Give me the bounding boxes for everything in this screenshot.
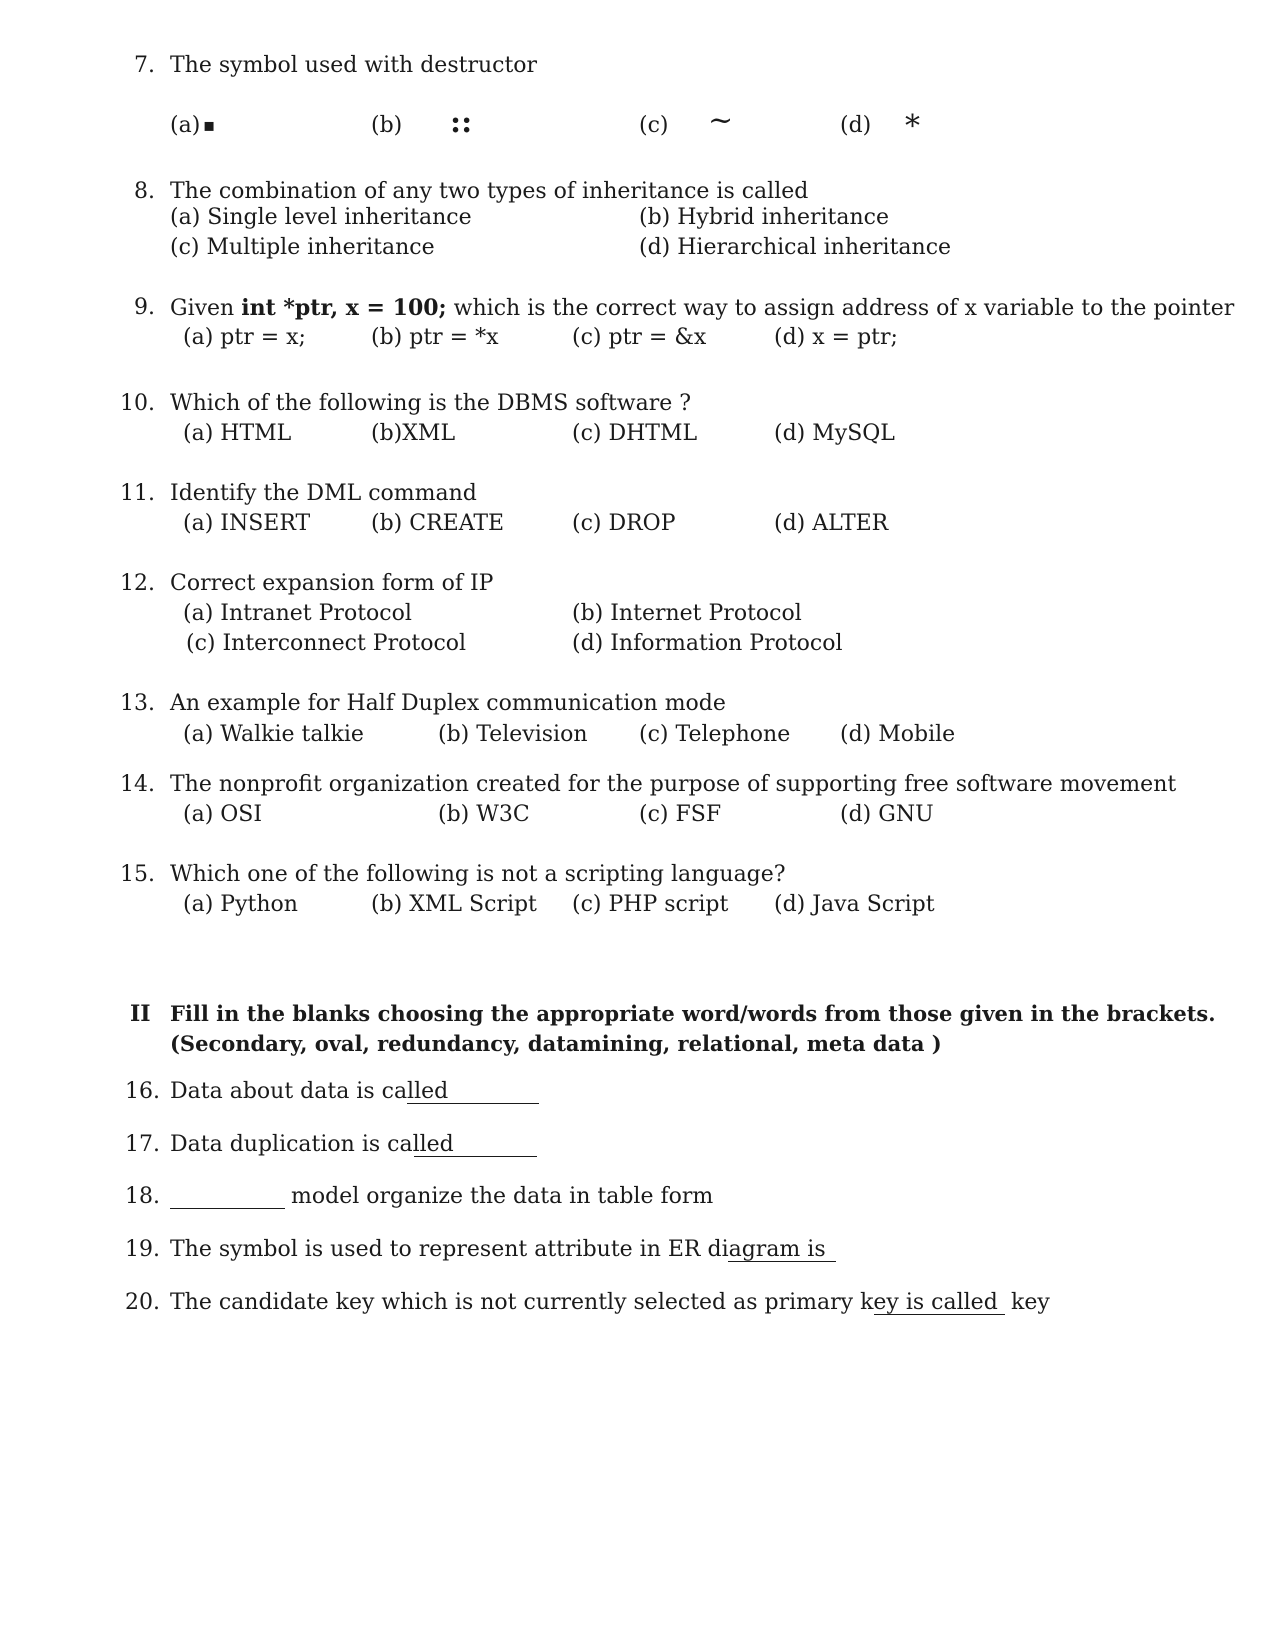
q11-option-b: (b) CREATE (371, 511, 505, 536)
q7-option-c-symbol: ~ (708, 103, 734, 138)
q20-text: The candidate key which is not currently selected as primary key is called (170, 1290, 998, 1315)
q13-option-a: (a) Walkie talkie (183, 722, 364, 747)
q17-number: 17. (125, 1132, 160, 1157)
q15-option-d: (d) Java Script (774, 892, 935, 917)
q9-text-pre: Given (170, 296, 242, 321)
q7-option-d-label: (d) (840, 113, 872, 138)
q14-text: The nonprofit organization created for the purpose of supporting free software movement (170, 772, 1177, 797)
q8-option-a: (a) Single level inheritance (170, 205, 472, 230)
q9-code: int *ptr, x = 100; (241, 295, 447, 321)
q8-option-c: (c) Multiple inheritance (170, 235, 435, 260)
q11-option-d: (d) ALTER (774, 511, 889, 536)
q17-blank (414, 1136, 537, 1157)
q14-number: 14. (120, 772, 155, 797)
q20-number: 20. (125, 1290, 160, 1315)
q15-option-a: (a) Python (183, 892, 298, 917)
q13-option-c: (c) Telephone (639, 722, 791, 747)
q13-number: 13. (120, 691, 155, 716)
q20-suffix: key (1011, 1290, 1050, 1315)
q7-option-c-label: (c) (639, 113, 669, 138)
q9-option-b: (b) ptr = *x (371, 325, 499, 350)
q8-number: 8. (134, 179, 155, 204)
q17-text: Data duplication is called (170, 1132, 454, 1157)
q19-number: 19. (125, 1237, 160, 1262)
q11-text: Identify the DML command (170, 481, 477, 506)
q14-option-d: (d) GNU (840, 802, 934, 827)
q20-blank (874, 1294, 1005, 1315)
q8-option-b: (b) Hybrid inheritance (639, 205, 889, 230)
q15-text: Which one of the following is not a scripting language? (170, 862, 786, 887)
q10-option-c: (c) DHTML (572, 421, 698, 446)
q15-option-b: (b) XML Script (371, 892, 537, 917)
q18-number: 18. (125, 1184, 160, 1209)
q15-option-c: (c) PHP script (572, 892, 729, 917)
q8-option-d: (d) Hierarchical inheritance (639, 235, 952, 260)
q10-option-b: (b)XML (371, 421, 456, 446)
q12-number: 12. (120, 571, 155, 596)
q8-text: The combination of any two types of inheritance is called (170, 179, 809, 204)
q10-option-d: (d) MySQL (774, 421, 895, 446)
q14-option-c: (c) FSF (639, 802, 722, 827)
q11-option-c: (c) DROP (572, 511, 676, 536)
q9-number: 9. (134, 295, 155, 320)
q9-option-a: (a) ptr = x; (183, 325, 306, 350)
q10-number: 10. (120, 391, 155, 416)
q9-text-post: which is the correct way to assign address of x variable to the pointer (446, 296, 1235, 321)
q7-option-a-label: (a) (170, 113, 201, 138)
q9-text (170, 294, 1234, 323)
q7-option-a-symbol: ▪ (203, 115, 216, 136)
q11-option-a: (a) INSERT (183, 511, 311, 536)
q7-option-b-label: (b) (371, 113, 403, 138)
q9-option-d: (d) x = ptr; (774, 325, 898, 350)
q18-blank (170, 1188, 285, 1209)
q12-option-b: (b) Internet Protocol (572, 601, 802, 626)
q12-option-c: (c) Interconnect Protocol (186, 631, 467, 656)
q10-option-a: (a) HTML (183, 421, 292, 446)
q12-text: Correct expansion form of IP (170, 571, 494, 596)
q7-number: 7. (134, 53, 155, 78)
q13-option-b: (b) Television (438, 722, 588, 747)
q19-blank (728, 1241, 836, 1262)
q9-option-c: (c) ptr = &x (572, 325, 707, 350)
section-2-word-list: (Secondary, oval, redundancy, datamining, relational, meta data ) (170, 1031, 942, 1056)
q12-option-a: (a) Intranet Protocol (183, 601, 412, 626)
q14-option-b: (b) W3C (438, 802, 530, 827)
q7-option-b-symbol: :: (450, 105, 473, 140)
q16-number: 16. (125, 1079, 160, 1104)
q7-option-d-symbol: * (905, 109, 920, 144)
q7-text: The symbol used with destructor (170, 53, 538, 78)
section-2-instruction: Fill in the blanks choosing the appropriate word/words from those given in the brackets. (170, 1001, 1216, 1026)
q18-text: model organize the data in table form (291, 1184, 714, 1209)
q11-number: 11. (120, 481, 155, 506)
q13-text: An example for Half Duplex communication mode (170, 691, 726, 716)
q15-number: 15. (120, 862, 155, 887)
q14-option-a: (a) OSI (183, 802, 263, 827)
q16-text: Data about data is called (170, 1079, 449, 1104)
q12-option-d: (d) Information Protocol (572, 631, 843, 656)
q16-blank (407, 1083, 539, 1104)
q19-text: The symbol is used to represent attribute in ER diagram is (170, 1237, 826, 1262)
q13-option-d: (d) Mobile (840, 722, 956, 747)
q10-text: Which of the following is the DBMS software ? (170, 391, 692, 416)
section-2-number: II (130, 1001, 151, 1027)
